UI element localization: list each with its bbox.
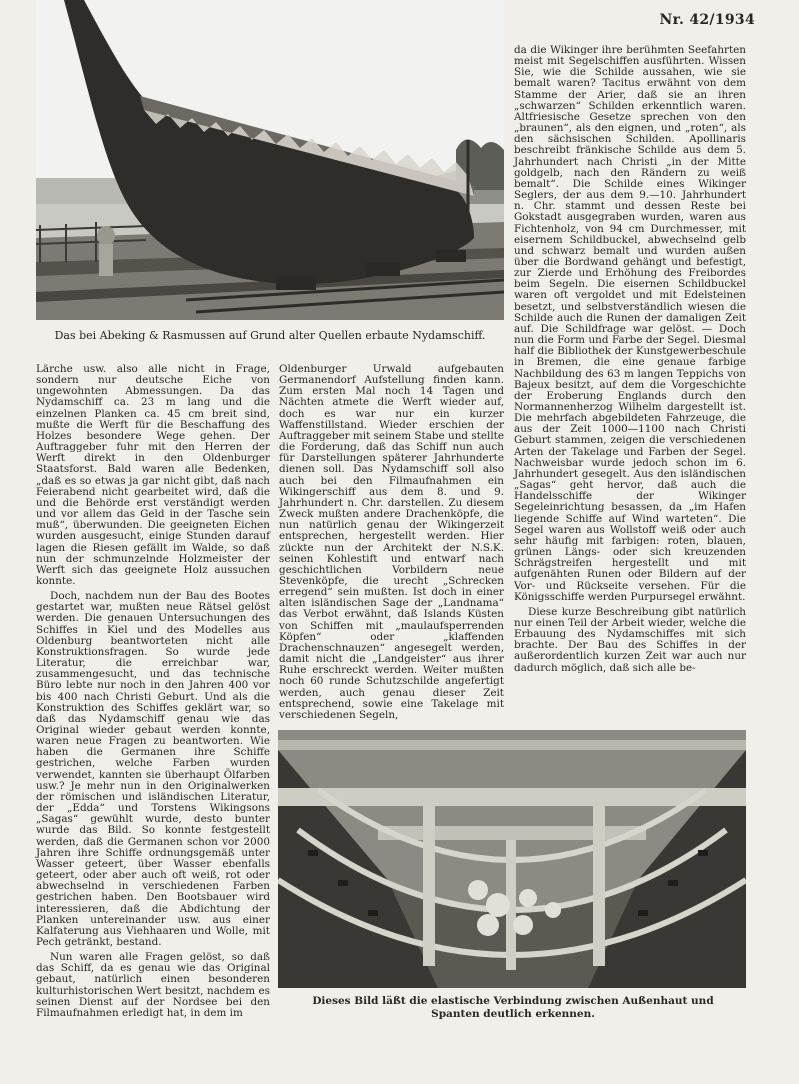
photo-hull-interior: [278, 730, 746, 988]
caption-bottom-photo: Dieses Bild läßt die elastische Verbindung zwischen Außenhaut und Spanten deutlich erkennen.: [312, 995, 714, 1020]
right-paragraph-2: Diese kurze Beschreibung gibt natürlich nur einen Teil der Arbeit wieder, welche die Erbauung des Nydamschiffes mit sich brachte. Der Bau des Schiffes in der außerordentlich kurzen Zeit war auch nur dadurch möglich, daß sich alle be-: [514, 605, 746, 674]
hull-interior-image: [278, 730, 746, 988]
left-paragraph-1: Lärche usw. also alle nicht in Frage, sondern nur deutsche Eiche von ungewohnten Abmessungen. Da das Nydamschiff ca. 23 m lang und die einzelnen Planken ca. 45 cm breit sind, mußte die Werft für die Beschaffung des Holzes besondere Wege gehen. Der Auftraggeber fuhr mit den Herren der Werft direkt in den Oldenburger Staatsforst. Bald waren alle Bedenken, „daß es so etwas ja gar nicht gibt, daß nach Feierabend nicht gearbeitet wird, daß die und die Behörde erst verständigt werden und vor allem das Geld in der Tasche sein muß“, überwunden. Die geeigneten Eichen wurden ausgesucht, einige Stunden darauf lagen die Riesen gefällt im Walde, so daß nun der schmunzelnde Holzmeister der Werft sich das geeignete Holz aussuchen konnte.: [36, 363, 270, 587]
ship-photo-image: [36, 0, 504, 320]
left-paragraph-3: Nun waren alle Fragen gelöst, so daß das Schiff, da es genau wie das Original gebaut, natürlich einen besonderen kulturhistorischen Wert besitzt, nachdem es seinen Dienst auf der Nordsee bei den Filmaufnahmen erledigt hat, in dem im: [36, 951, 270, 1019]
column-middle: [279, 364, 504, 721]
photo-nydam-ship: [36, 0, 504, 320]
middle-paragraph-1: Oldenburger Urwald aufgebauten Germanendorf Aufstellung finden kann. Zum ersten Mal noch 14 Tagen und Nächten atmete die Werft wieder auf, doch es war nur ein kurzer Waffenstillstand. Wieder erschien der Auftraggeber mit seinem Stabe und stellte die Forderung, daß das Schiff nun auch für Darstellungen späterer Jahrhunderte dienen soll. Das Nydamschiff soll also auch bei den Filmaufnahmen ein Wikingerschiff aus dem 8. und 9. Jahrhundert n. Chr. darstellen. Zu diesem Zweck mußten andere Drachenköpfe, die nun natürlich genau der Wikingerzeit entsprechen, hergestellt werden. Hier zückte nun der Architekt der N.S.K. seinen Kohlestift und entwarf nach geschichtlichen Vorbildern neue Stevenköpfe, die urecht „Schrecken erregend“ sein mußten. Ist doch in einer alten isländischen Sage der „Landnama“ das Verbot erwähnt, daß Islands Küsten von Schiffen mit „maulaufsperrenden Köpfen“ oder „klaffenden Drachenschnauzen“ angesegelt werden, damit nicht die „Landgeister“ aus ihrer Ruhe erschreckt werden. Weiter mußten noch 60 runde Schutzschilde angefertigt werden, auch genau dieser Zeit entsprechend, sowie eine Takelage mit verschiedenen Segeln,: [279, 363, 504, 721]
column-right: [514, 45, 746, 674]
page-number: Nr. 42/1934: [659, 12, 755, 28]
left-paragraph-2: Doch, nachdem nun der Bau des Bootes gestartet war, mußten neue Rätsel gelöst werden. Die genauen Untersuchungen des Schiffes in Kiel und des Modelles aus Oldenburg beantworteten nicht alle Konstruktionsfragen. So wurde jede Literatur, die erreichbar war, zusammengesucht, und das technische Büro lebte nur noch in den Jahren 400 vor bis 400 nach Christi Geburt. Und als die Konstruktion des Schiffes geklärt war, so daß das Nydamschiff genau wie das Original wieder gebaut werden konnte, waren neue Fragen zu beantworten. Wie haben die Germanen ihre Schiffe gestrichen, welche Farben wurden verwendet, kannten sie überhaupt Ölfarben usw.? Je mehr nun in den Originalwerken der römischen und isländischen Literatur, der „Edda“ und Torstens Wikingsons „Sagas“ gewühlt wurde, desto bunter wurde das Bild. So konnte festgestellt werden, daß die Germanen schon vor 2000 Jahren ihre Schiffe ordnungsgemäß unter Wasser geteert, über Wasser ebenfalls geteert, oder aber auch oft weiß, rot oder abwechselnd in verschiedenen Farben gestrichen haben. Den Bootsbauer wird interessieren, daß die Abdichtung der Planken untereinander usw. aus einer Kalfaterung aus Viehhaaren und Wolle, mit Pech getränkt, bestand.: [36, 590, 270, 948]
right-paragraph-1: da die Wikinger ihre berühmten Seefahrten meist mit Segelschiffen ausführten. Wissen Sie, wie die Schilde aussahen, wie sie bemalt waren? Tacitus erwähnt von dem Stamme der Arier, daß sie an ihren „schwarzen“ Schilden erkenntlich waren. Altfriesische Gesetze sprechen von den „braunen“, als den eignen, und „roten“, als den sächsischen Schilden. Apollinaris beschreibt fränkische Schilde aus dem 5. Jahrhundert nach Christi „in der Mitte goldgelb, nach den Rändern zu weiß bemalt“. Die Schilde eines Wikinger Seglers, der aus dem 9.—10. Jahrhundert n. Chr. stammt und dessen Reste bei Gokstadt ausgegraben wurden, waren aus Fichtenholz, von 94 cm Durchmesser, mit eisernem Schildbuckel, abwechselnd gelb und schwarz bemalt und wurden außen über die Bordwand gehängt und befestigt, zur Zierde und Erhöhung des Freibordes beim Segeln. Die eisernen Schildbuckel waren oft vergoldet und mit Edelsteinen besetzt, und selbstverständlich wiesen die Schilde auch die Runen der damaligen Zeit auf. Die Schildfrage war gelöst. — Doch nun die Form und Farbe der Segel. Diesmal half die Bibliothek der Kunstgewerbeschule in Bremen, die eine genaue farbige Nachbildung des 63 m langen Teppichs von Bajeux besitzt, auf dem die Vorgeschichte der Eroberung Englands durch den Normannenherzog Wilhelm dargestellt ist. Die mehrfach abgebildeten Fahrzeuge, die aus der Zeit 1000—1100 nach Christi Geburt stammen, zeigen die verschiedenen Arten der Takelage und Farben der Segel. Nachweisbar wurde jedoch schon im 6. Jahrhundert gesegelt. Aus den isländischen „Sagas“ geht hervor, daß auch die Handelsschiffe der Wikinger Segeleinrichtung besassen, da „im Hafen liegende Schiffe auf Wind warteten“. Die Segel waren aus Wollstoff weiß oder auch sehr häufig mit farbigen: roten, blauen, grünen Längs- oder sich kreuzenden Schrägstreifen hergestellt und mit aufgenähten Runen oder Bildern auf der Vor- und Rückseite versehen. Für die Königsschiffe werden Purpursegel erwähnt.: [514, 44, 746, 603]
caption-top-photo: Das bei Abeking & Rasmussen auf Grund alter Quellen erbaute Nydamschiff.: [54, 329, 486, 342]
column-left: [36, 364, 270, 1019]
